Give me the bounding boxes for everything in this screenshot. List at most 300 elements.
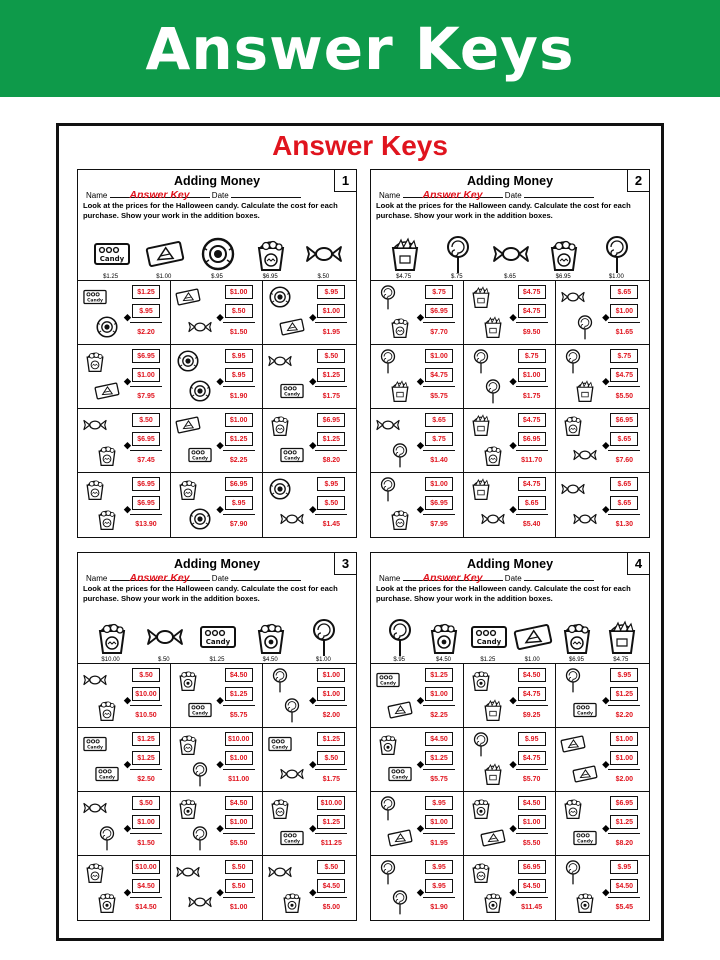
svg-text:Candy: Candy [577,839,594,845]
plus-sign: ◆ [216,312,224,322]
price-item [244,608,296,663]
addend-box: $1.25 [132,285,160,299]
price-label: $.95 [393,657,405,663]
pumpkin-bucket-icon [82,476,108,502]
sum-answer: $8.20 [615,839,634,847]
worksheet-3 [77,552,357,921]
sum-line [130,769,162,770]
addend-box: $.65 [425,413,453,427]
problem-cell [263,664,356,728]
sum-line [516,833,548,834]
addend-box: $.75 [518,349,546,363]
problem-cell [464,409,557,473]
sum-answer: $5.50 [229,839,248,847]
price-item [421,608,465,663]
addend-box: $6.95 [610,796,638,810]
wrapped-candy-icon [82,412,108,438]
pumpkin-bucket-icon [387,314,413,340]
sum-line [315,450,347,451]
lollipop-icon [380,617,418,655]
candy-corn-bucket-icon [480,697,506,723]
lollipop-icon [438,234,476,272]
worksheet-1 [77,169,357,538]
name-field [403,189,503,201]
addend-box: $4.50 [225,668,253,682]
problem-cell [556,345,649,409]
sum-answer: $5.00 [322,903,341,911]
price-label: $4.75 [613,657,629,663]
svg-text:Candy: Candy [191,456,208,462]
sum-line [608,833,640,834]
header-banner [0,0,720,97]
addend-box: $1.00 [518,368,546,382]
worksheet-header [78,553,356,663]
candy-corn-icon [279,314,305,340]
eyeball-icon [267,476,293,502]
wrapped-candy-icon [560,476,586,502]
sum-line [423,514,455,515]
price-list [371,608,649,663]
addend-box: $4.50 [317,879,345,893]
problem-cell [556,664,649,728]
lollipop-icon [597,234,635,272]
wrapped-candy-icon [572,506,598,532]
candy-corn-bucket-icon [480,761,506,787]
addend-box: $1.00 [610,751,638,765]
lollipop-icon [387,442,413,468]
candy-bar-icon [375,667,401,693]
addend-box: $.75 [610,349,638,363]
name-label: Name [86,574,110,583]
addend-box: $4.50 [425,732,453,746]
price-list [371,225,649,280]
sum-answer: $2.25 [430,711,448,719]
addend-box: $1.00 [132,368,160,382]
candy-bar-icon [82,284,108,310]
candy-bar-icon [94,761,120,787]
sum-line [516,705,548,706]
sum-line [130,450,162,451]
plus-sign: ◆ [309,759,317,769]
addend-box: $.50 [225,860,253,874]
candy-bar-icon [187,442,213,468]
wrapped-candy-icon [267,348,293,374]
addend-box: $1.00 [610,304,638,318]
addend-box: $.50 [132,796,160,810]
plus-sign: ◆ [417,312,424,322]
addend-box: $4.75 [518,751,546,765]
price-item [537,225,589,280]
sum-line [423,705,455,706]
sum-answer: $1.45 [322,520,341,528]
sum-line [608,514,640,515]
worksheet-instructions: Look at the prices for the Halloween candy. Calculate the cost for each purchase. Show your work in the addition boxes. [83,201,338,221]
sum-answer: $1.75 [322,775,341,783]
sum-answer: $11.25 [320,839,342,847]
sum-line [315,833,347,834]
candy-corn-bucket-icon [385,234,423,272]
addend-box: $4.75 [518,477,546,491]
sum-answer: $11.00 [228,775,250,783]
candy-bar-icon [198,617,236,655]
sum-answer: $14.50 [135,903,157,911]
addend-box: $1.00 [317,304,345,318]
problem-cell [556,409,649,473]
sum-answer: $5.75 [430,392,448,400]
worksheet-header [371,553,649,663]
sum-line [315,705,347,706]
plus-sign: ◆ [509,312,517,322]
svg-text:Candy: Candy [191,711,208,717]
price-label: $6.95 [555,274,571,280]
price-label: $.50 [317,274,330,280]
sum-line [423,450,455,451]
plus-sign: ◆ [216,759,224,769]
price-item [297,225,349,280]
candy-corn-bucket-icon [480,314,506,340]
svg-text:Candy: Candy [476,638,502,646]
plus-sign: ◆ [216,887,224,897]
addend-box: $4.50 [518,668,546,682]
pumpkin-bucket-icon [267,795,293,821]
lollipop-icon [94,825,120,851]
sum-line [423,897,455,898]
addend-box: $.95 [317,477,345,491]
sum-line [315,386,347,387]
problem-cell [78,473,171,537]
sum-line [516,514,548,515]
addend-box: $1.25 [610,687,638,701]
addend-box: $.65 [610,432,638,446]
problem-cell [263,792,356,856]
plus-sign: ◆ [417,504,424,514]
sum-answer: $2.25 [229,456,248,464]
addend-box: $.95 [132,304,160,318]
plus-sign: ◆ [509,759,517,769]
problem-cell [171,728,264,792]
price-label: $.50 [157,657,170,663]
sum-answer: $2.20 [137,328,155,336]
addend-box: $6.95 [225,477,253,491]
eyeball-bucket-icon [375,731,401,757]
lollipop-icon [375,348,401,374]
sum-answer: $5.70 [522,775,541,783]
problem-cell [556,281,649,345]
wrapped-candy-icon [560,284,586,310]
addend-box: $.50 [317,751,345,765]
svg-text:Candy: Candy [99,775,115,781]
addend-box: $1.00 [425,815,453,829]
sum-answer: $1.90 [229,392,248,400]
plus-sign: ◆ [309,440,317,450]
lollipop-icon [187,825,213,851]
addend-box: $1.00 [425,349,453,363]
addend-box: $.50 [132,413,160,427]
addend-box: $1.25 [317,368,345,382]
sum-line [315,897,347,898]
plus-sign: ◆ [216,823,224,833]
price-item [85,608,137,663]
addend-box: $.95 [225,368,253,382]
addend-box: $.95 [518,732,546,746]
worksheet-title: Adding Money [466,174,554,188]
sum-answer: $13.90 [135,520,157,528]
plus-sign: ◆ [602,887,610,897]
sum-answer: $7.95 [430,520,448,528]
eyeball-bucket-icon [251,617,289,655]
addend-box: $1.00 [225,815,253,829]
name-field [403,572,503,584]
worksheet-number: 2 [627,170,649,192]
problem-cell [78,856,171,920]
addend-box: $1.25 [225,432,253,446]
lollipop-icon [560,348,586,374]
plus-sign: ◆ [124,376,131,386]
sum-line [223,322,255,323]
wrapped-candy-icon [187,314,213,340]
addend-box: $1.25 [425,668,453,682]
addend-box: $.95 [317,285,345,299]
problem-cell [263,345,356,409]
plus-sign: ◆ [124,312,131,322]
name-field [110,189,210,201]
eyeball-bucket-icon [468,667,494,693]
sum-line [516,769,548,770]
problem-cell [371,281,464,345]
sum-line [223,833,255,834]
plus-sign: ◆ [216,376,224,386]
price-label: $1.25 [209,657,225,663]
lollipop-icon [480,378,506,404]
sum-answer: $11.70 [521,456,543,464]
sum-line [608,322,640,323]
plus-sign: ◆ [124,695,131,705]
addend-box: $.95 [425,860,453,874]
wrapped-candy-icon [82,795,108,821]
problem-grid [78,280,356,537]
date-label: Date [502,574,524,583]
sum-line [223,450,255,451]
wrapped-candy-icon [82,667,108,693]
sum-line [423,322,455,323]
sum-answer: $7.95 [137,392,155,400]
lollipop-icon [572,314,598,340]
sum-line [516,897,548,898]
wrapped-candy-icon [145,617,183,655]
problem-cell [556,792,649,856]
wrapped-candy-icon [279,761,305,787]
plus-sign: ◆ [602,695,610,705]
eyeball-icon [198,234,236,272]
addend-box: $1.00 [317,687,345,701]
addend-box: $.95 [610,668,638,682]
name-label: Name [379,191,403,200]
plus-sign: ◆ [124,759,131,769]
problem-cell [263,409,356,473]
wrapped-candy-icon [480,506,506,532]
sum-line [608,386,640,387]
lollipop-icon [375,476,401,502]
addend-box: $1.00 [425,477,453,491]
plus-sign: ◆ [602,759,610,769]
candy-bar-icon [572,697,598,723]
eyeball-bucket-icon [480,889,506,915]
lollipop-icon [375,795,401,821]
price-item [138,608,190,663]
wrapped-candy-icon [491,234,529,272]
svg-text:Candy: Candy [272,745,289,751]
problem-cell [78,728,171,792]
candy-corn-bucket-icon [602,617,640,655]
eyeball-bucket-icon [424,617,462,655]
sum-answer: $8.20 [322,456,341,464]
addend-box: $.65 [610,496,638,510]
candy-bar-icon [572,825,598,851]
candy-corn-bucket-icon [572,378,598,404]
sum-line [608,769,640,770]
addend-box: $6.95 [132,496,160,510]
worksheet-instructions: Look at the prices for the Halloween candy. Calculate the cost for each purchase. Show your work in the addition boxes. [376,201,631,221]
addend-box: $4.50 [518,796,546,810]
problem-cell [464,792,557,856]
candy-corn-icon [387,825,413,851]
price-label: $6.95 [568,657,584,663]
addend-box: $.75 [425,432,453,446]
problem-cell [171,409,264,473]
wrapped-candy-icon [375,412,401,438]
sum-answer: $1.40 [430,456,448,464]
lollipop-icon [560,667,586,693]
problem-cell [263,281,356,345]
answer-key-label: Answer Key [129,189,190,201]
sum-answer: $10.50 [135,711,157,719]
candy-corn-bucket-icon [468,476,494,502]
pumpkin-bucket-icon [175,731,201,757]
answer-key-label: Answer Key [129,572,190,584]
wrapped-candy-icon [304,234,342,272]
price-item [191,608,243,663]
eyeball-bucket-icon [175,795,201,821]
plus-sign: ◆ [602,312,610,322]
plus-sign: ◆ [602,823,610,833]
addend-box: $1.25 [317,432,345,446]
plus-sign: ◆ [216,695,224,705]
addend-box: $1.25 [132,751,160,765]
plus-sign: ◆ [309,376,317,386]
sum-answer: $9.25 [522,711,541,719]
addend-box: $6.95 [518,432,546,446]
price-label: $.75 [450,274,463,280]
problem-cell [78,345,171,409]
pumpkin-bucket-icon [251,234,289,272]
sum-answer: $5.50 [522,839,541,847]
worksheet-header [371,170,649,280]
eyeball-icon [94,314,120,340]
candy-bar-icon [279,825,305,851]
problem-cell [171,281,264,345]
lollipop-icon [267,667,293,693]
sum-line [315,769,347,770]
worksheet-instructions: Look at the prices for the Halloween candy. Calculate the cost for each purchase. Show your work in the addition boxes. [376,584,631,604]
addend-box: $1.25 [610,815,638,829]
worksheet-title: Adding Money [173,557,261,571]
plus-sign: ◆ [509,440,517,450]
candy-corn-bucket-icon [468,412,494,438]
sum-line [130,322,162,323]
problem-cell [78,792,171,856]
sum-line [423,769,455,770]
addend-box: $4.50 [132,879,160,893]
answer-key-label: Answer Key [422,189,483,201]
date-field [524,189,594,198]
addend-box: $4.50 [518,879,546,893]
addend-box: $10.00 [225,732,253,746]
price-item [138,225,190,280]
price-item [466,608,510,663]
eyeball-icon [187,506,213,532]
wrapped-candy-icon [572,442,598,468]
plus-sign: ◆ [509,887,517,897]
sum-line [423,386,455,387]
addend-box: $4.75 [518,413,546,427]
svg-text:Candy: Candy [284,839,301,845]
price-item [377,608,421,663]
addend-box: $1.25 [317,732,345,746]
problem-cell [171,856,264,920]
plus-sign: ◆ [216,440,224,450]
price-label: $.95 [211,274,223,280]
problem-cell [171,345,264,409]
addend-box: $1.00 [225,285,253,299]
price-list [78,608,356,663]
lollipop-icon [468,731,494,757]
addend-box: $1.25 [132,732,160,746]
sum-answer: $1.95 [322,328,341,336]
plus-sign: ◆ [309,312,317,322]
pumpkin-bucket-icon [560,795,586,821]
problem-cell [371,856,464,920]
sum-answer: $1.00 [229,903,248,911]
addend-box: $1.00 [225,751,253,765]
plus-sign: ◆ [309,887,317,897]
candy-corn-icon [513,617,551,655]
addend-box: $.65 [610,285,638,299]
svg-text:Candy: Candy [205,638,231,646]
addend-box: $.65 [610,477,638,491]
banner-title: Answer Keys [145,14,575,83]
problem-cell [371,664,464,728]
eyeball-bucket-icon [279,889,305,915]
addend-box: $6.95 [132,432,160,446]
addend-box: $6.95 [132,477,160,491]
problem-cell [556,728,649,792]
plus-sign: ◆ [124,440,131,450]
addend-box: $.95 [425,796,453,810]
name-date-line [379,189,594,200]
name-label: Name [86,191,110,200]
pumpkin-bucket-icon [82,348,108,374]
sum-line [608,705,640,706]
addend-box: $.75 [425,285,453,299]
answer-key-label: Answer Key [422,572,483,584]
addend-box: $.50 [132,668,160,682]
addend-box: $6.95 [132,349,160,363]
addend-box: $4.75 [425,368,453,382]
addend-box: $1.00 [425,687,453,701]
sum-line [130,897,162,898]
sum-line [608,897,640,898]
addend-box: $4.75 [518,687,546,701]
